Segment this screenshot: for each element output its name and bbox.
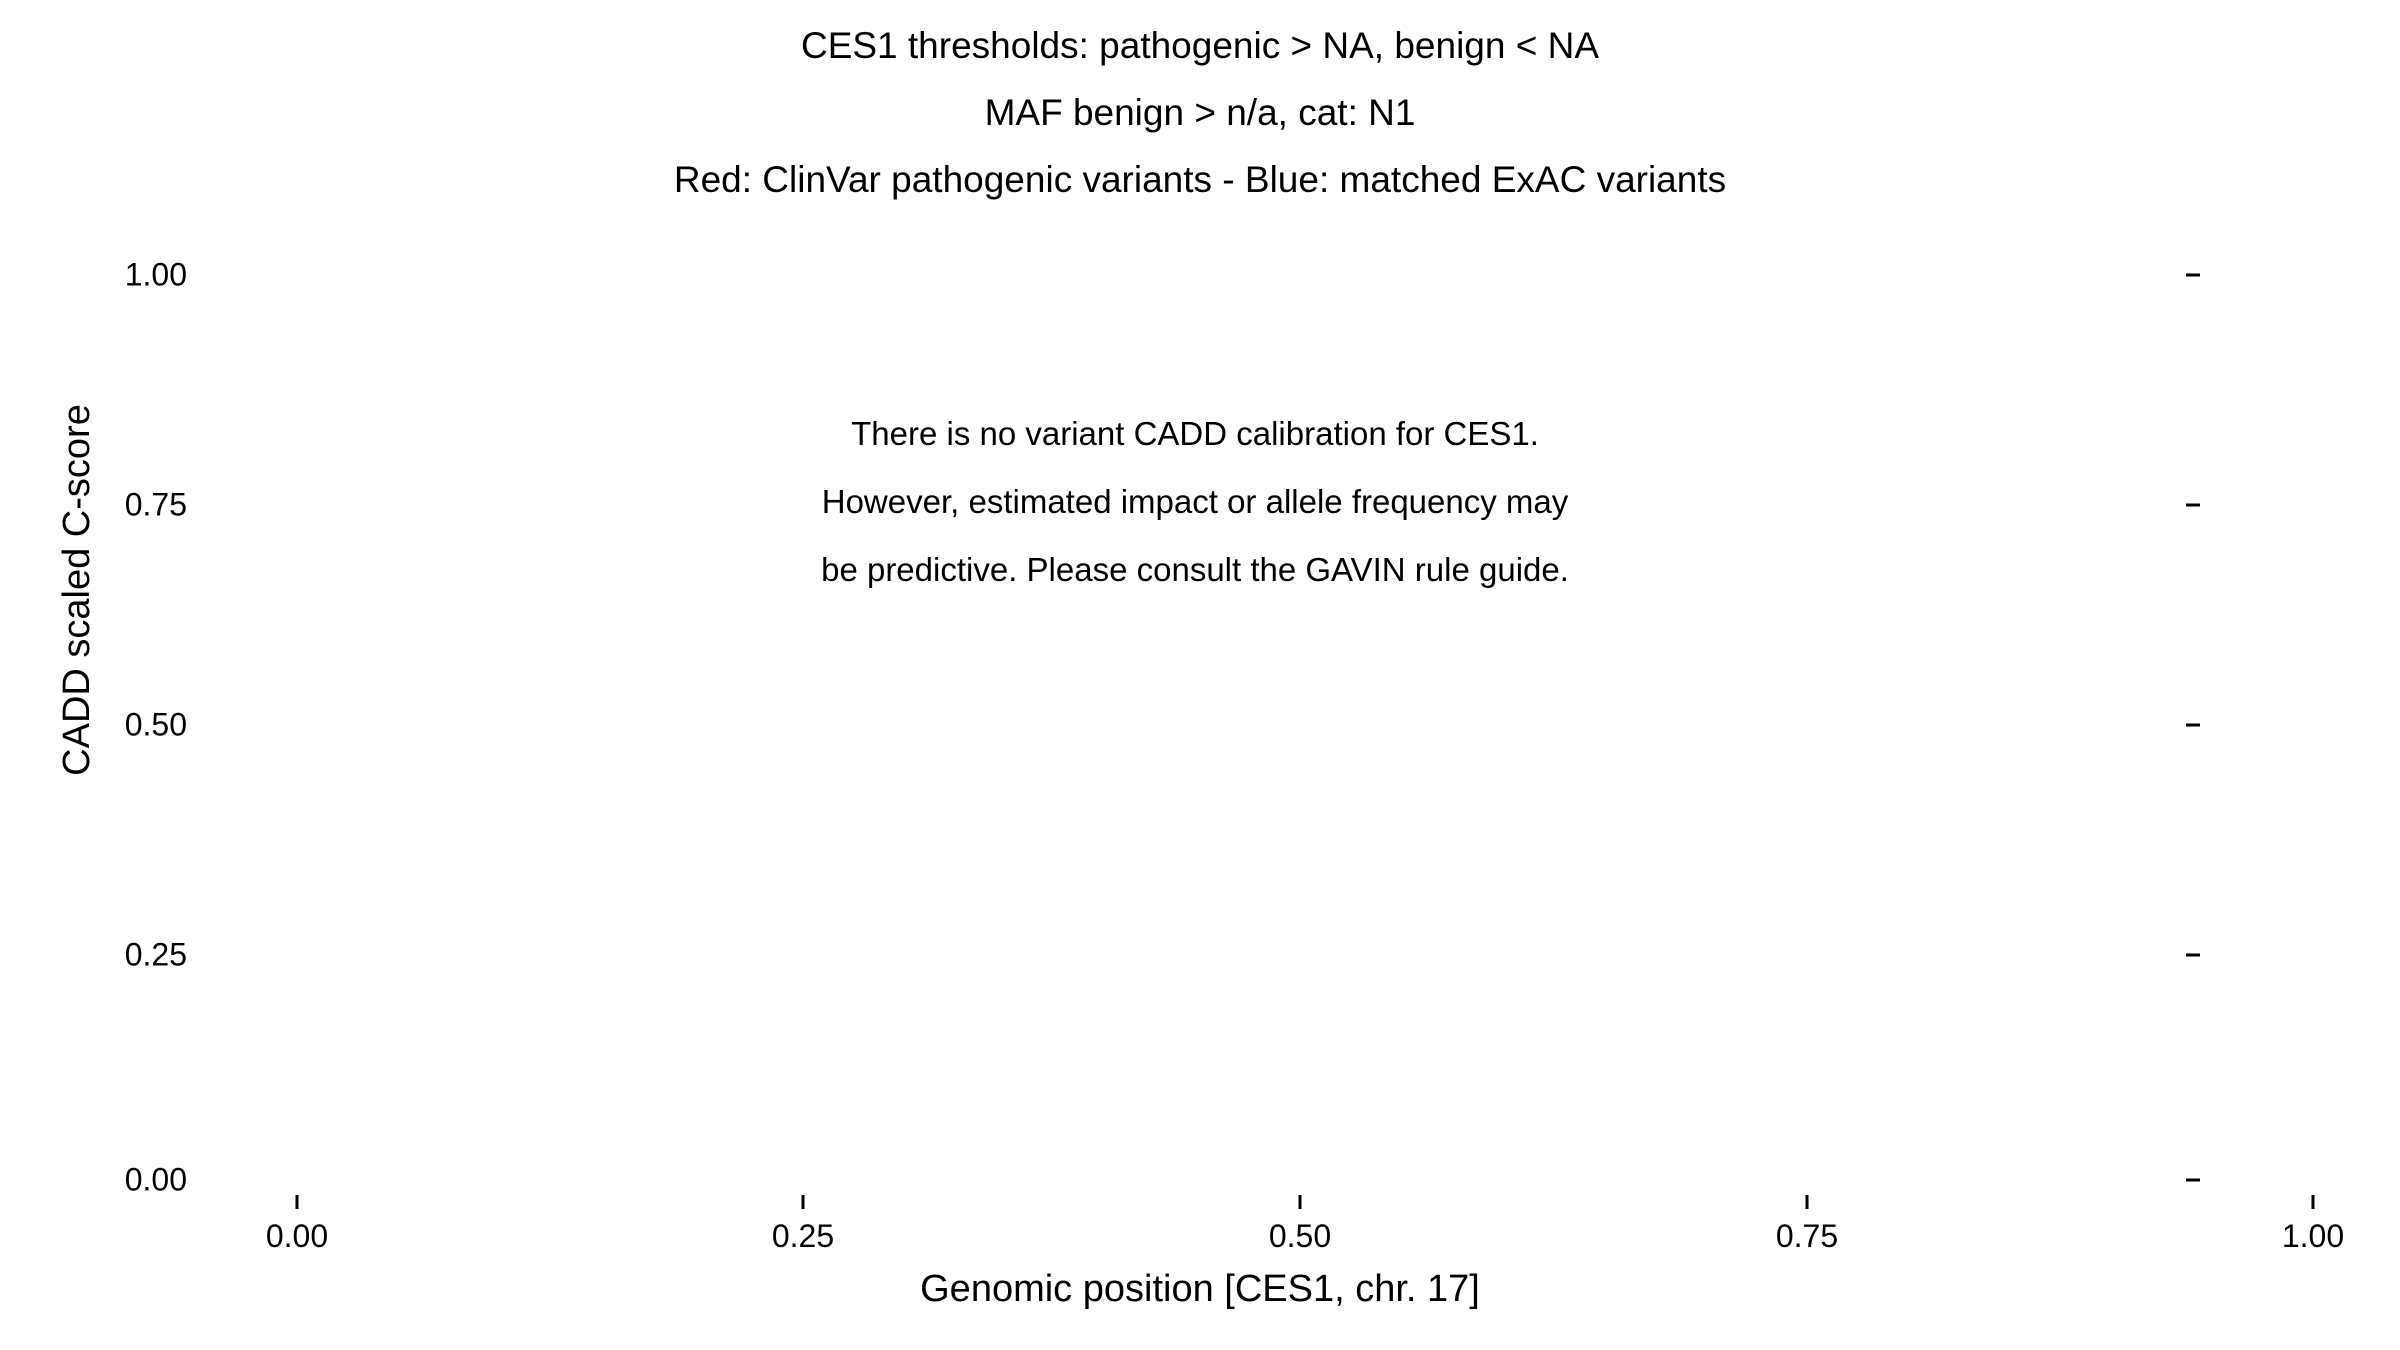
y-tick-label-0.75: 0.75 (124, 486, 187, 523)
y-tick-label-0.25: 0.25 (124, 936, 187, 973)
y-tick-label-0.50: 0.50 (124, 706, 187, 743)
x-tick-label-0.00: 0.00 (265, 1218, 329, 1254)
chart-title-line-3: Red: ClinVar pathogenic variants - Blue: matched ExAC variants (673, 159, 1727, 200)
y-axis-title: CADD scaled C-score (56, 404, 98, 776)
plot-annotation-line-2: However, estimated impact or allele frequency may (821, 483, 1569, 520)
x-tick-label-0.50: 0.50 (1268, 1218, 1332, 1254)
plot-annotation-line-1: There is no variant CADD calibration for CES1. (851, 415, 1539, 452)
x-tick-mark-0.00 (296, 1195, 299, 1209)
chart-title (0, 12, 2400, 213)
x-tick-label-0.75: 0.75 (1775, 1218, 1839, 1254)
plot-annotation (530, 400, 1860, 604)
x-tick-mark-0.75 (1806, 1195, 1809, 1209)
y-tick-mark-0.00 (2186, 1179, 2200, 1182)
y-tick-mark-0.75 (2186, 504, 2200, 507)
x-tick-label-0.25: 0.25 (771, 1218, 835, 1254)
chart-title-line-1: CES1 thresholds: pathogenic > NA, benign < NA (800, 25, 1600, 66)
x-tick-mark-1.00 (2312, 1195, 2315, 1209)
y-tick-mark-1.00 (2186, 274, 2200, 277)
chart-title-line-2: MAF benign > n/a, cat: N1 (984, 92, 1416, 133)
y-tick-label-0.00: 0.00 (124, 1161, 187, 1198)
x-tick-mark-0.50 (1299, 1195, 1302, 1209)
y-tick-label-1.00: 1.00 (124, 256, 187, 293)
x-tick-label-1.00: 1.00 (2281, 1218, 2345, 1254)
plot-annotation-line-3: be predictive. Please consult the GAVIN rule guide. (821, 551, 1569, 588)
x-axis-title: Genomic position [CES1, chr. 17] (920, 1268, 1480, 1310)
y-tick-mark-0.50 (2186, 724, 2200, 727)
y-tick-mark-0.25 (2186, 954, 2200, 957)
x-tick-mark-0.25 (802, 1195, 805, 1209)
